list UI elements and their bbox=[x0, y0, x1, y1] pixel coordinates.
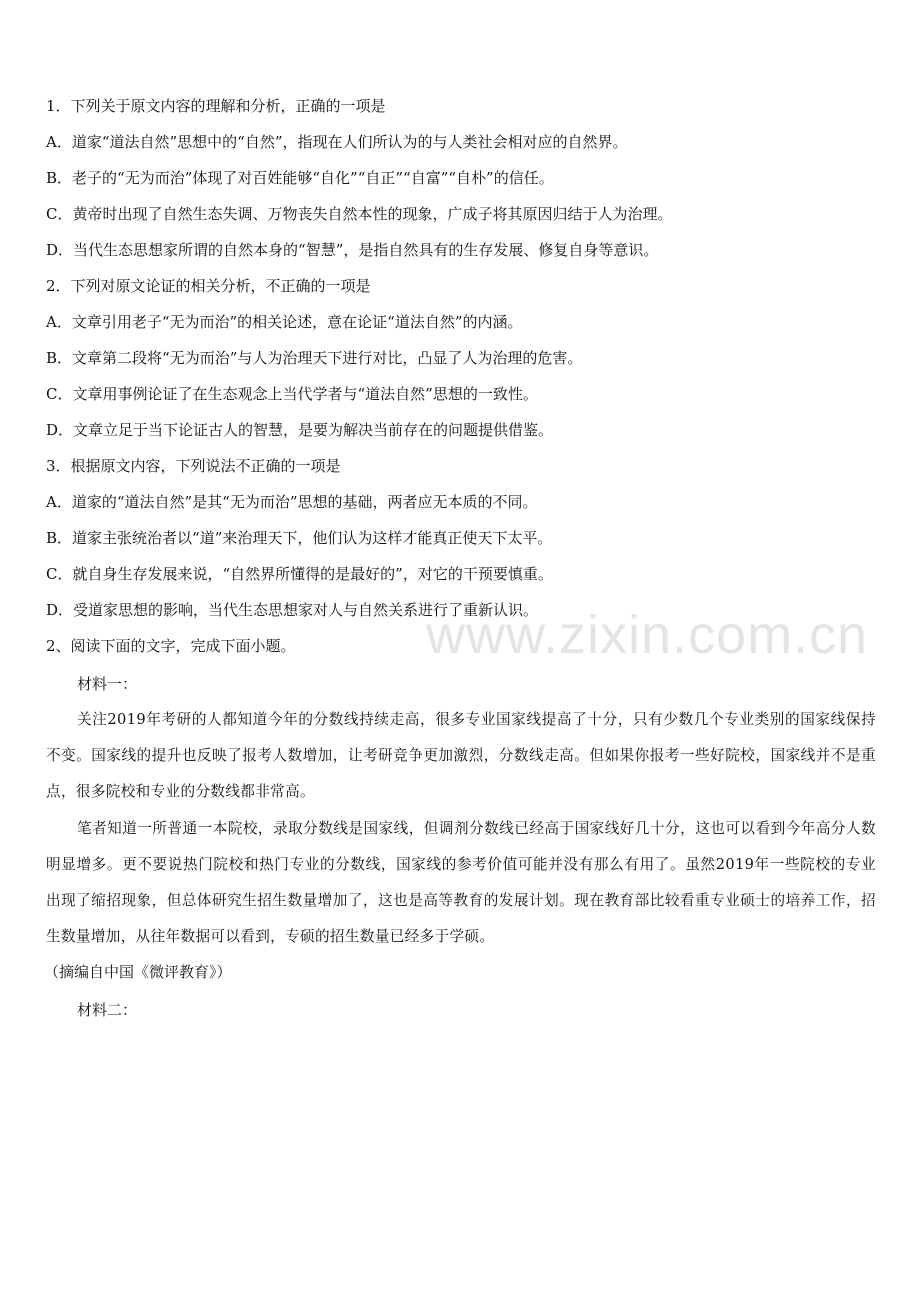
question-3-option-c: C．就自身生存发展来说，“自然界所懂得的是最好的”，对它的干预要慎重。 bbox=[46, 565, 553, 583]
material-1-paragraph-1: 关注2019年考研的人都知道今年的分数线持续走高，很多专业国家线提高了十分，只有少数几个专业类别的国家线保持不变。国家线的提升也反映了报考人数增加，让考研竞争更加激烈，分数线走高。但如果你报考一些好院校，国家线并不是重点，很多院校和专业的分数线都非常高。 bbox=[46, 711, 876, 800]
watermark: www.zixin.com.cn bbox=[426, 605, 869, 665]
question-2-option-d: D．文章立足于当下论证古人的智慧，是要为解决当前存在的问题提供借鉴。 bbox=[46, 421, 554, 439]
section-2-heading: 2、阅读下面的文字，完成下面小题。 bbox=[46, 637, 296, 655]
source-citation: （摘编自中国《微评教育》） bbox=[44, 963, 232, 981]
question-2-option-c: C．文章用事例论证了在生态观念上当代学者与“道法自然”思想的一致性。 bbox=[46, 385, 538, 403]
question-2-option-a: A．文章引用老子“无为而治”的相关论述，意在论证“道法自然”的内涵。 bbox=[46, 313, 523, 331]
question-3-stem: 3．根据原文内容，下列说法不正确的一项是 bbox=[46, 457, 341, 475]
question-1-option-b: B．老子的“无为而治”体现了对百姓能够“自化”“自正”“自富”“自朴”的信任。 bbox=[46, 169, 554, 187]
question-3-option-b: B．道家主张统治者以“道”来治理天下，他们认为这样才能真正使天下太平。 bbox=[46, 529, 553, 547]
question-1-stem: 1．下列关于原文内容的理解和分析，正确的一项是 bbox=[46, 97, 386, 115]
material-2-label: 材料二： bbox=[77, 1001, 138, 1019]
material-1-label: 材料一： bbox=[77, 675, 138, 693]
question-1-option-c: C．黄帝时出现了自然生态失调、万物丧失自然本性的现象，广成子将其原因归结于人为治理。 bbox=[46, 205, 673, 223]
question-3-option-d: D．受道家思想的影响，当代生态思想家对人与自然关系进行了重新认识。 bbox=[46, 601, 539, 619]
question-1-option-d: D．当代生态思想家所谓的自然本身的“智慧”，是指自然具有的生存发展、修复自身等意识。 bbox=[46, 241, 659, 259]
material-1-paragraph-2: 笔者知道一所普通一本院校，录取分数线是国家线，但调剂分数线已经高于国家线好几十分，这也可以看到今年高分人数明显增多。更不要说热门院校和热门专业的分数线，国家线的参考价值可能并没有那么有用了。虽然2019年一些院校的专业出现了缩招现象，但总体研究生招生数量增加了，这也是高等教育的发展计划。现在教育部比较看重专业硕士的培养工作，招生数量增加，从往年数据可以看到，专硕的招生数量已经多于学硕。 bbox=[46, 820, 876, 945]
question-1-option-a: A．道家“道法自然”思想中的“自然”，指现在人们所认为的与人类社会相对应的自然界。 bbox=[46, 133, 628, 151]
question-2-option-b: B．文章第二段将“无为而治”与人为治理天下进行对比，凸显了人为治理的危害。 bbox=[46, 349, 583, 367]
question-2-stem: 2．下列对原文论证的相关分析，不正确的一项是 bbox=[46, 277, 371, 295]
question-3-option-a: A．道家的“道法自然”是其“无为而治”思想的基础，两者应无本质的不同。 bbox=[46, 493, 538, 511]
